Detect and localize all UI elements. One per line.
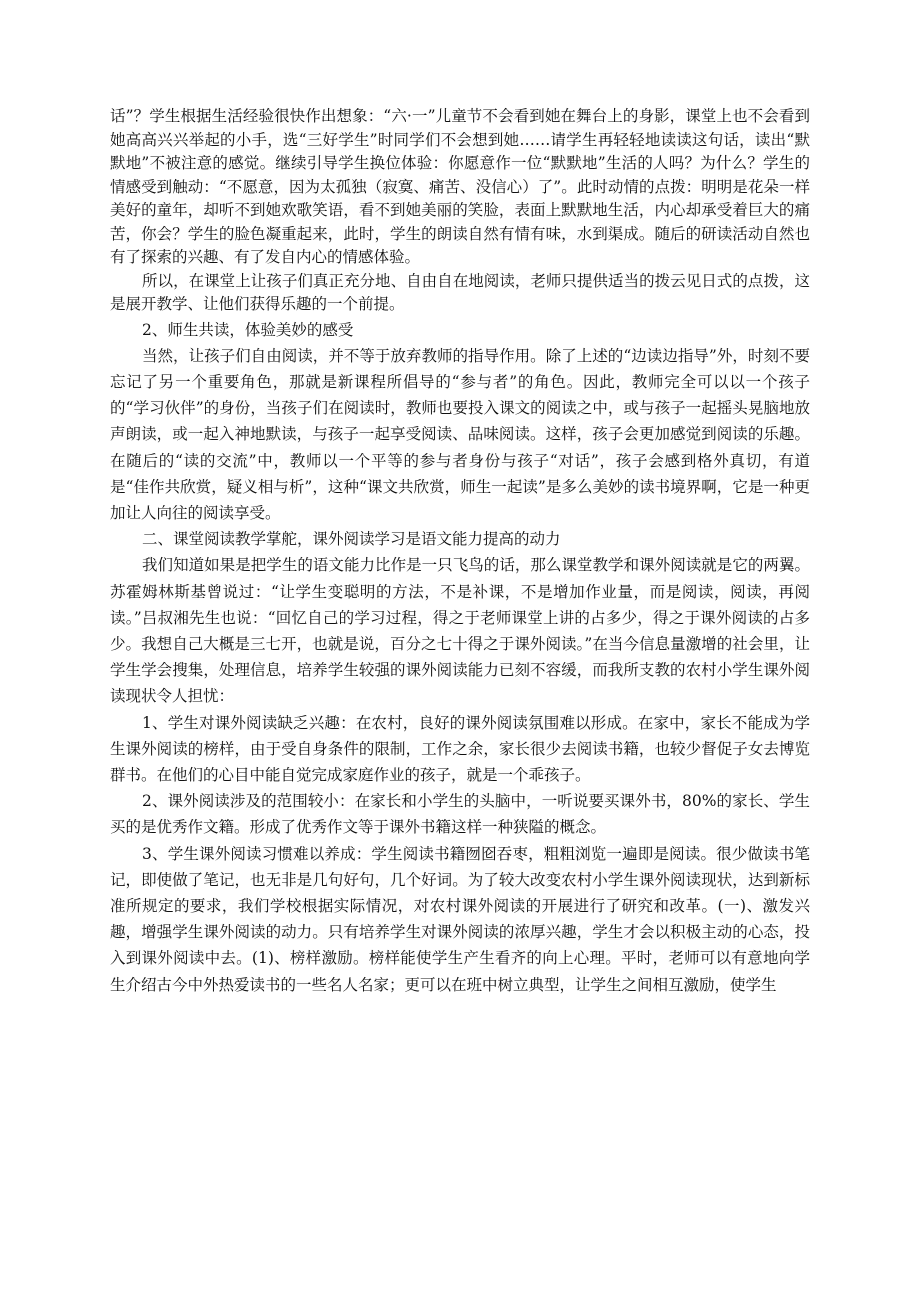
document-page: [110, 105, 810, 998]
list-item-narrow-scope: 2、课外阅读涉及的范围较小：在家长和小学生的头脑中，一听说要买课外书，80%的家长、学生买的是优秀作文籍。形成了优秀作文等于课外书籍这样一种狭隘的概念。: [110, 792, 810, 837]
section-heading-shared-reading: 2、师生共读，体验美妙的感受: [142, 320, 354, 339]
section-heading-extracurricular: 二、课堂阅读教学掌舵，课外阅读学习是语文能力提高的动力: [142, 530, 561, 549]
paragraph-shared-reading: 当然，让孩子们自由阅读，并不等于放弃教师的指导作用。除了上述的“边读边指导”外，时刻不要忘记了另一个重要角色，那就是新课程所倡导的“参与者”的角色。因此，教师完全可以以一个孩子的“学习伙伴”的身份，当孩子们在阅读时，教师也要投入课文的阅读之中，或与孩子一起摇头晃脑地放声朗读，或一起入神地默读，与孩子一起享受阅读、品味阅读。这样，孩子会更加感觉到阅读的乐趣。在随后的“读的交流”中，教师以一个平等的参与者身份与孩子“对话”，孩子会感到格外真切，有道是“佳作共欣赏，疑义相与析”，这种“课文共欣赏，师生一起读”是多么美妙的读书境界啊，它是一种更加让人向往的阅读享受。: [110, 346, 810, 522]
list-item-reading-habits: 3、学生课外阅读习惯难以养成：学生阅读书籍囫囵吞枣，粗粗浏览一遍即是阅读。很少做读书笔记，即使做了笔记，也无非是几句好句，几个好词。为了较大改变农村小学生课外阅读现状，达到新标准所规定的要求，我们学校根据实际情况，对农村课外阅读的开展进行了研究和改革。(一)、激发兴趣，增强学生课外阅读的动力。只有培养学生对课外阅读的浓厚兴趣，学生才会以积极主动的心态，投入到课外阅读中去。(1)、榜样激励。榜样能使学生产生看齐的向上心理。平时，老师可以有意地向学生介绍古今中外热爱读书的一些名人名家；更可以在班中树立典型，让学生之间相互激励，使学生: [110, 844, 810, 994]
paragraph-continuation: 话”？学生根据生活经验很快作出想象：“六·一”儿童节不会看到她在舞台上的身影，课堂上也不会看到她高高兴兴举起的小手，选“三好学生”时同学们不会想到她……请学生再轻轻地读读这句话，读出“默默地”不被注意的感觉。继续引导学生换位体验：你愿意作一位“默默地”生活的人吗？为什么？学生的情感受到触动：“不愿意，因为太孤独（寂寞、痛苦、没信心）了”。此时动情的点拨：明明是花朵一样美好的童年，却听不到她欢歌笑语，看不到她美丽的笑脸，表面上默默地生活，内心却承受着巨大的痛苦，你会？学生的脸色凝重起来，此时，学生的朗读自然有情有味，水到渠成。随后的研读活动自然也有了探索的兴趣、有了发自内心的情感体验。: [110, 107, 810, 266]
list-item-lack-of-interest: 1、学生对课外阅读缺乏兴趣：在农村，良好的课外阅读氛围难以形成。在家中，家长不能成为学生课外阅读的榜样，由于受自身条件的限制，工作之余，家长很少去阅读书籍，也较少督促子女去博览群书。在他们的心目中能自觉完成家庭作业的孩子，就是一个乖孩子。: [110, 713, 810, 784]
paragraph-extracurricular-intro: 我们知道如果是把学生的语文能力比作是一只飞鸟的话，那么课堂教学和课外阅读就是它的两翼。苏霍姆林斯基曾说过：“让学生变聪明的方法，不是补课，不是增加作业量，而是阅读，阅读，再阅读。”吕叔湘先生也说：“回忆自己的学习过程，得之于老师课堂上讲的占多少，得之于课外阅读的占多少。我想自己大概是三七开，也就是说，百分之七十得之于课外阅读。”在当今信息量激增的社会里，让学生学会搜集，处理信息，培养学生较强的课外阅读能力已刻不容缓，而我所支教的农村小学生课外阅读现状令人担忧：: [110, 556, 810, 706]
paragraph-summary: 所以，在课堂上让孩子们真正充分地、自由自在地阅读，老师只提供适当的拨云见日式的点拨，这是展开教学、让他们获得乐趣的一个前提。: [110, 271, 810, 313]
